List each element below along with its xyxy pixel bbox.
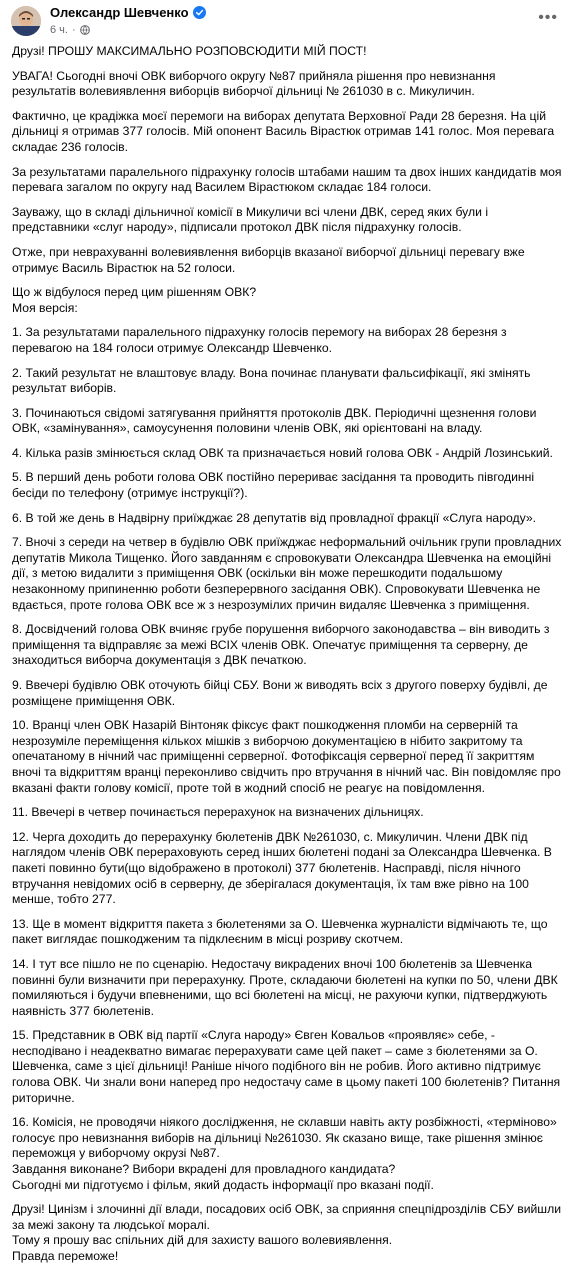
post-paragraph: 5. В перший день роботи голова ОВК постійно перериває засідання та проводить півгодинні бесіди по телефону (отримує інструкції?). xyxy=(12,470,535,501)
post-text xyxy=(12,44,562,1265)
post-paragraph: 3. Починаються свідомі затягування прийняття протоколів ДВК. Періодичні щезнення голови ОВК, «замінування», самоусунення половини членів ОВК, які орієнтовані на владу. xyxy=(12,405,537,436)
post-paragraph: Отже, при неврахуванні волевиявлення виборців вказаної виборчої дільниці перевагу вже отримує Василь Вірастюк на 52 голоси. xyxy=(12,244,525,275)
post-paragraph: Тому я прошу вас спільних дій для захисту вашого волевиявлення. xyxy=(12,1233,393,1248)
post-paragraph: Фактично, це крадіжка моєї перемоги на виборах депутата Верховної Ради 28 березня. На цій дільниці я отримав 377 голосів. Мій опонент Василь Вірастюк отримав 141 голос. Моя перевага складає 236 голосів. xyxy=(12,108,555,154)
post-paragraph: 10. Вранці член ОВК Назарій Вінтоняк фіксує факт пошкодження пломби на серверній та незрозуміле переміщення кількох мішків з виборчою документацією в нібито закритому та опечатаному в нічний час приміщенні серверної. Фотофіксація серверної перед її закриттям вночі та відкриттям вранці переконливо свідчить про втручання в нічний час. Він повідомляє про вказані факти голову комісії, проте той в жодний спосіб не реагує на повідомлення. xyxy=(12,718,561,795)
post-paragraph: Друзі! ПРОШУ МАКСИМАЛЬНО РОЗПОВСЮДИТИ МІЙ ПОСТ! xyxy=(12,44,367,58)
post-paragraph: За результатами паралельного підрахунку голосів штабами нашим та двох інших кандидатів моя перевага загалом по округу над Василем Вірастюком складає 184 голоси. xyxy=(12,164,562,195)
post-header xyxy=(0,0,572,44)
post-paragraph: 11. Ввечері в четвер починається перерахунок на визначених дільницях. xyxy=(12,805,424,820)
post-paragraph: 12. Черга доходить до перерахунку бюлетенів ДВК №261030, с. Микуличин. Члени ДВК під наглядом членів ОВК перераховують серед інших бюлетені подані за Олександра Шевченка. В пакеті повинно бути(що відображено в протоколі) 377 бюлетенів. Насправді, після нічного втручання невідомих осіб в серверну, де зберігалася документація, їх там вже рівно на 100 менше, тобто 277. xyxy=(12,829,552,907)
post-paragraph: Правда переможе! xyxy=(12,1249,119,1263)
post-paragraph: 8. Досвідчений голова ОВК вчиняє грубе порушення виборчого законодавства – він виводить з приміщення та відправляє за межі ВСІХ членів ОВК. Опечатує приміщення та серверну, де знаходиться виборча документація з ДВК печаткою. xyxy=(12,622,550,668)
post-paragraph: 6. В той же день в Надвірну приїжджає 28 депутатів від провладної фракції «Слуга народу». xyxy=(12,510,536,525)
post-paragraph: 7. Вночі з середи на четвер в будівлю ОВК приїжджає неформальний очільник групи провладних депутатів Микола Тищенко. Його завданням є спровокувати Олександра Шевченка на емоційні дії, з метою видалити з приміщення ОВК (оскільки він може перешкодити подальшому незаконному припиненню роботи безперервного засідання ОВК). Спровокувати Шевченка не вдається, проте голова ОВК все ж з незрозумілих причин видаляє Шевченка з приміщення. xyxy=(12,535,562,612)
post-paragraph: Завдання виконане? Вибори вкрадені для провладного кандидата? xyxy=(12,1162,396,1177)
author-name[interactable]: Олександр Шевченко xyxy=(50,5,189,20)
author-avatar[interactable] xyxy=(11,6,41,36)
more-options-icon[interactable]: ••• xyxy=(538,9,558,26)
post-paragraph: 13. Ще в момент відкриття пакета з бюлетенями за О. Шевченка журналісти відмічають те, що пакет виглядає пошкодженим та підклеєним в місці розриву скотчем. xyxy=(12,916,548,947)
post-paragraph: Що ж відбулося перед цим рішенням ОВК? xyxy=(12,285,257,300)
author-name-row xyxy=(50,5,206,20)
post-paragraph: Моя версія: xyxy=(12,300,78,315)
verified-badge-icon xyxy=(193,6,206,19)
post-paragraph: 16. Комісія, не проводячи ніякого дослідження, не склавши навіть акту розбіжності, «терміново» голосує про невизнання виборів на дільниці №261030. Як сказано вище, таке рішення змінює переможця у виборчому окрузі №87. xyxy=(12,1115,557,1161)
post-paragraph: 14. І тут все пішло не по сценарію. Недостачу викрадених вночі 100 бюлетенів за Шевченка повинні були визначити при перерахунку. Проте, складаючи бюлетені на купки по 50, члени ДВК помиляються і будучи впевненими, що всі бюлетені на місці, не рахуючи купки, підтверджують наявність 377 бюлетенів. xyxy=(12,956,558,1018)
post-paragraph: Друзі! Цинізм і злочинні дії влади, посадових осіб ОВК, за сприяння спецпідрозділів СБУ вийшли за межі закону та людської моралі. xyxy=(12,1202,562,1232)
post-paragraph: 9. Ввечері будівлю ОВК оточують бійці СБУ. Вони ж виводять всіх з другого поверху будівлі, де розміщене приміщення ОВК. xyxy=(12,678,548,708)
post-paragraph: 2. Такий результат не влаштовує владу. Вона починає планувати фальсифікації, які змінять результат виборів. xyxy=(12,365,531,396)
post-paragraph: Сьогодні ми підготуємо і фільм, який додасть інформації про вказані події. xyxy=(12,1177,434,1192)
post-paragraph: 15. Представник в ОВК від партії «Слуга народу» Євген Ковальов «проявляє» себе, - несподівано і неадекватно вимагає перерахувати саме цей пакет – саме з бюлетенями за О. Шевченка, саме з цієї дільниці! Раніше нічого подібного він не робив. Його активно підтримує голова ОВК. Чи знали вони наперед про недостачу саме в цьому пакеті 100 бюлетенів? Питання риторичне. xyxy=(12,1028,561,1105)
post-paragraph: 4. Кілька разів змінюється склад ОВК та призначається новий голова ОВК - Андрій Лозинський. xyxy=(12,445,553,460)
post-paragraph: Зауважу, що в складі дільничної комісії в Микуличи всі члени ДВК, серед яких були і представники «слуг народу», підписали протокол ДВК після підрахунку голосів. xyxy=(12,204,489,235)
post-meta: 6 ч. · xyxy=(50,24,90,36)
globe-icon xyxy=(80,25,90,35)
post-time[interactable]: 6 ч. xyxy=(50,24,68,36)
post-paragraph: 1. За результатами паралельного підрахунку голосів перемогу на виборах 28 березня з перевагою на 184 голоси отримує Олександр Шевченко. xyxy=(12,325,507,355)
post-paragraph: УВАГА! Сьогодні вночі ОВК виборчого округу №87 прийняла рішення про невизнання результатів волевиявлення виборців виборчої дільниці № 261030 в с. Микуличин. xyxy=(12,68,496,99)
